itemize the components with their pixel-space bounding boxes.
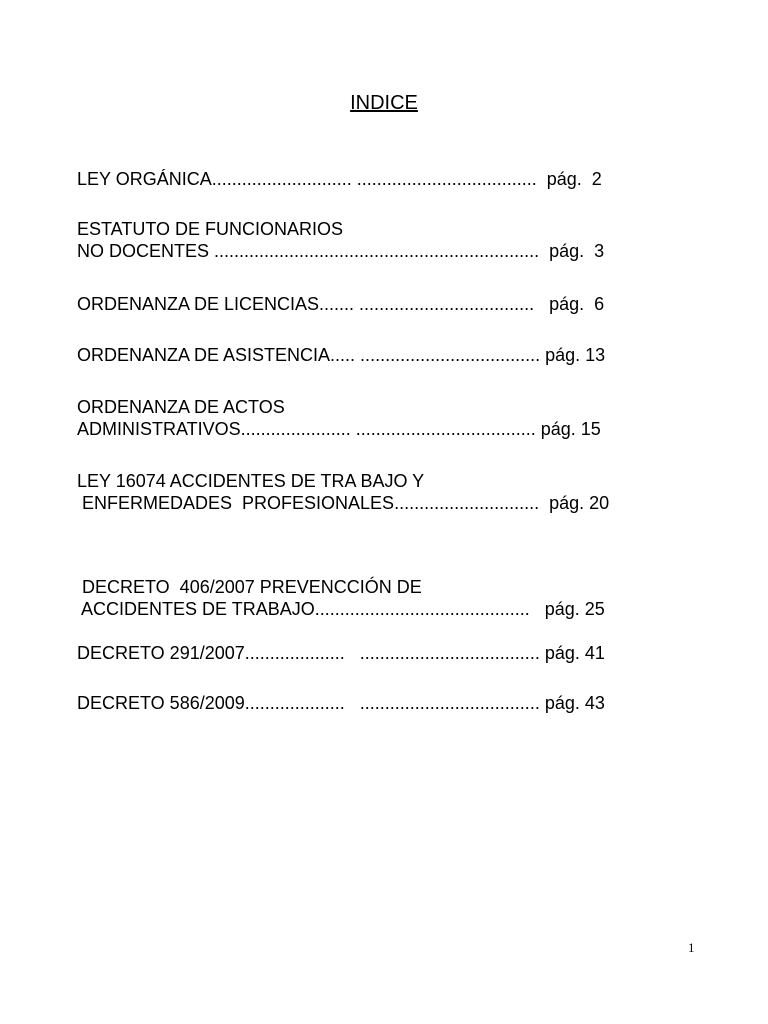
toc-entry-estatuto-line-2: NO DOCENTES ................................................................. pág. 3 xyxy=(77,241,605,261)
toc-entry-actos-line-1: ORDENANZA DE ACTOS xyxy=(77,397,285,417)
toc-entry-ordenanza-licencias: ORDENANZA DE LICENCIAS....... ................................... pág. 6 xyxy=(77,294,605,314)
toc-entry-ley-16074-line-1: LEY 16074 ACCIDENTES DE TRA BAJO Y xyxy=(77,471,425,491)
page-number: 1 xyxy=(688,940,695,955)
toc-entry-ordenanza-asistencia: ORDENANZA DE ASISTENCIA..... .................................... pág. 13 xyxy=(77,345,606,365)
toc-entry-decreto-406-line-1: DECRETO 406/2007 PREVENCCIÓN DE xyxy=(77,577,422,597)
index-title: INDICE xyxy=(350,92,418,114)
toc-entry-estatuto-line-1: ESTATUTO DE FUNCIONARIOS xyxy=(77,219,344,239)
toc-entry-ley-organica: LEY ORGÁNICA............................ .................................... pág. 2 xyxy=(77,169,602,189)
toc-entry-ley-16074-line-2: ENFERMEDADES PROFESIONALES............................. pág. 20 xyxy=(77,493,610,513)
toc-entry-actos-line-2: ADMINISTRATIVOS...................... .................................... pág. 15 xyxy=(77,419,601,439)
toc-entry-decreto-291: DECRETO 291/2007.................... .................................... pág. 41 xyxy=(77,643,605,663)
toc-entry-decreto-586: DECRETO 586/2009.................... .................................... pág. 43 xyxy=(77,693,605,713)
toc-entry-decreto-406-line-2: ACCIDENTES DE TRABAJO........................................... pág. 25 xyxy=(77,599,605,619)
